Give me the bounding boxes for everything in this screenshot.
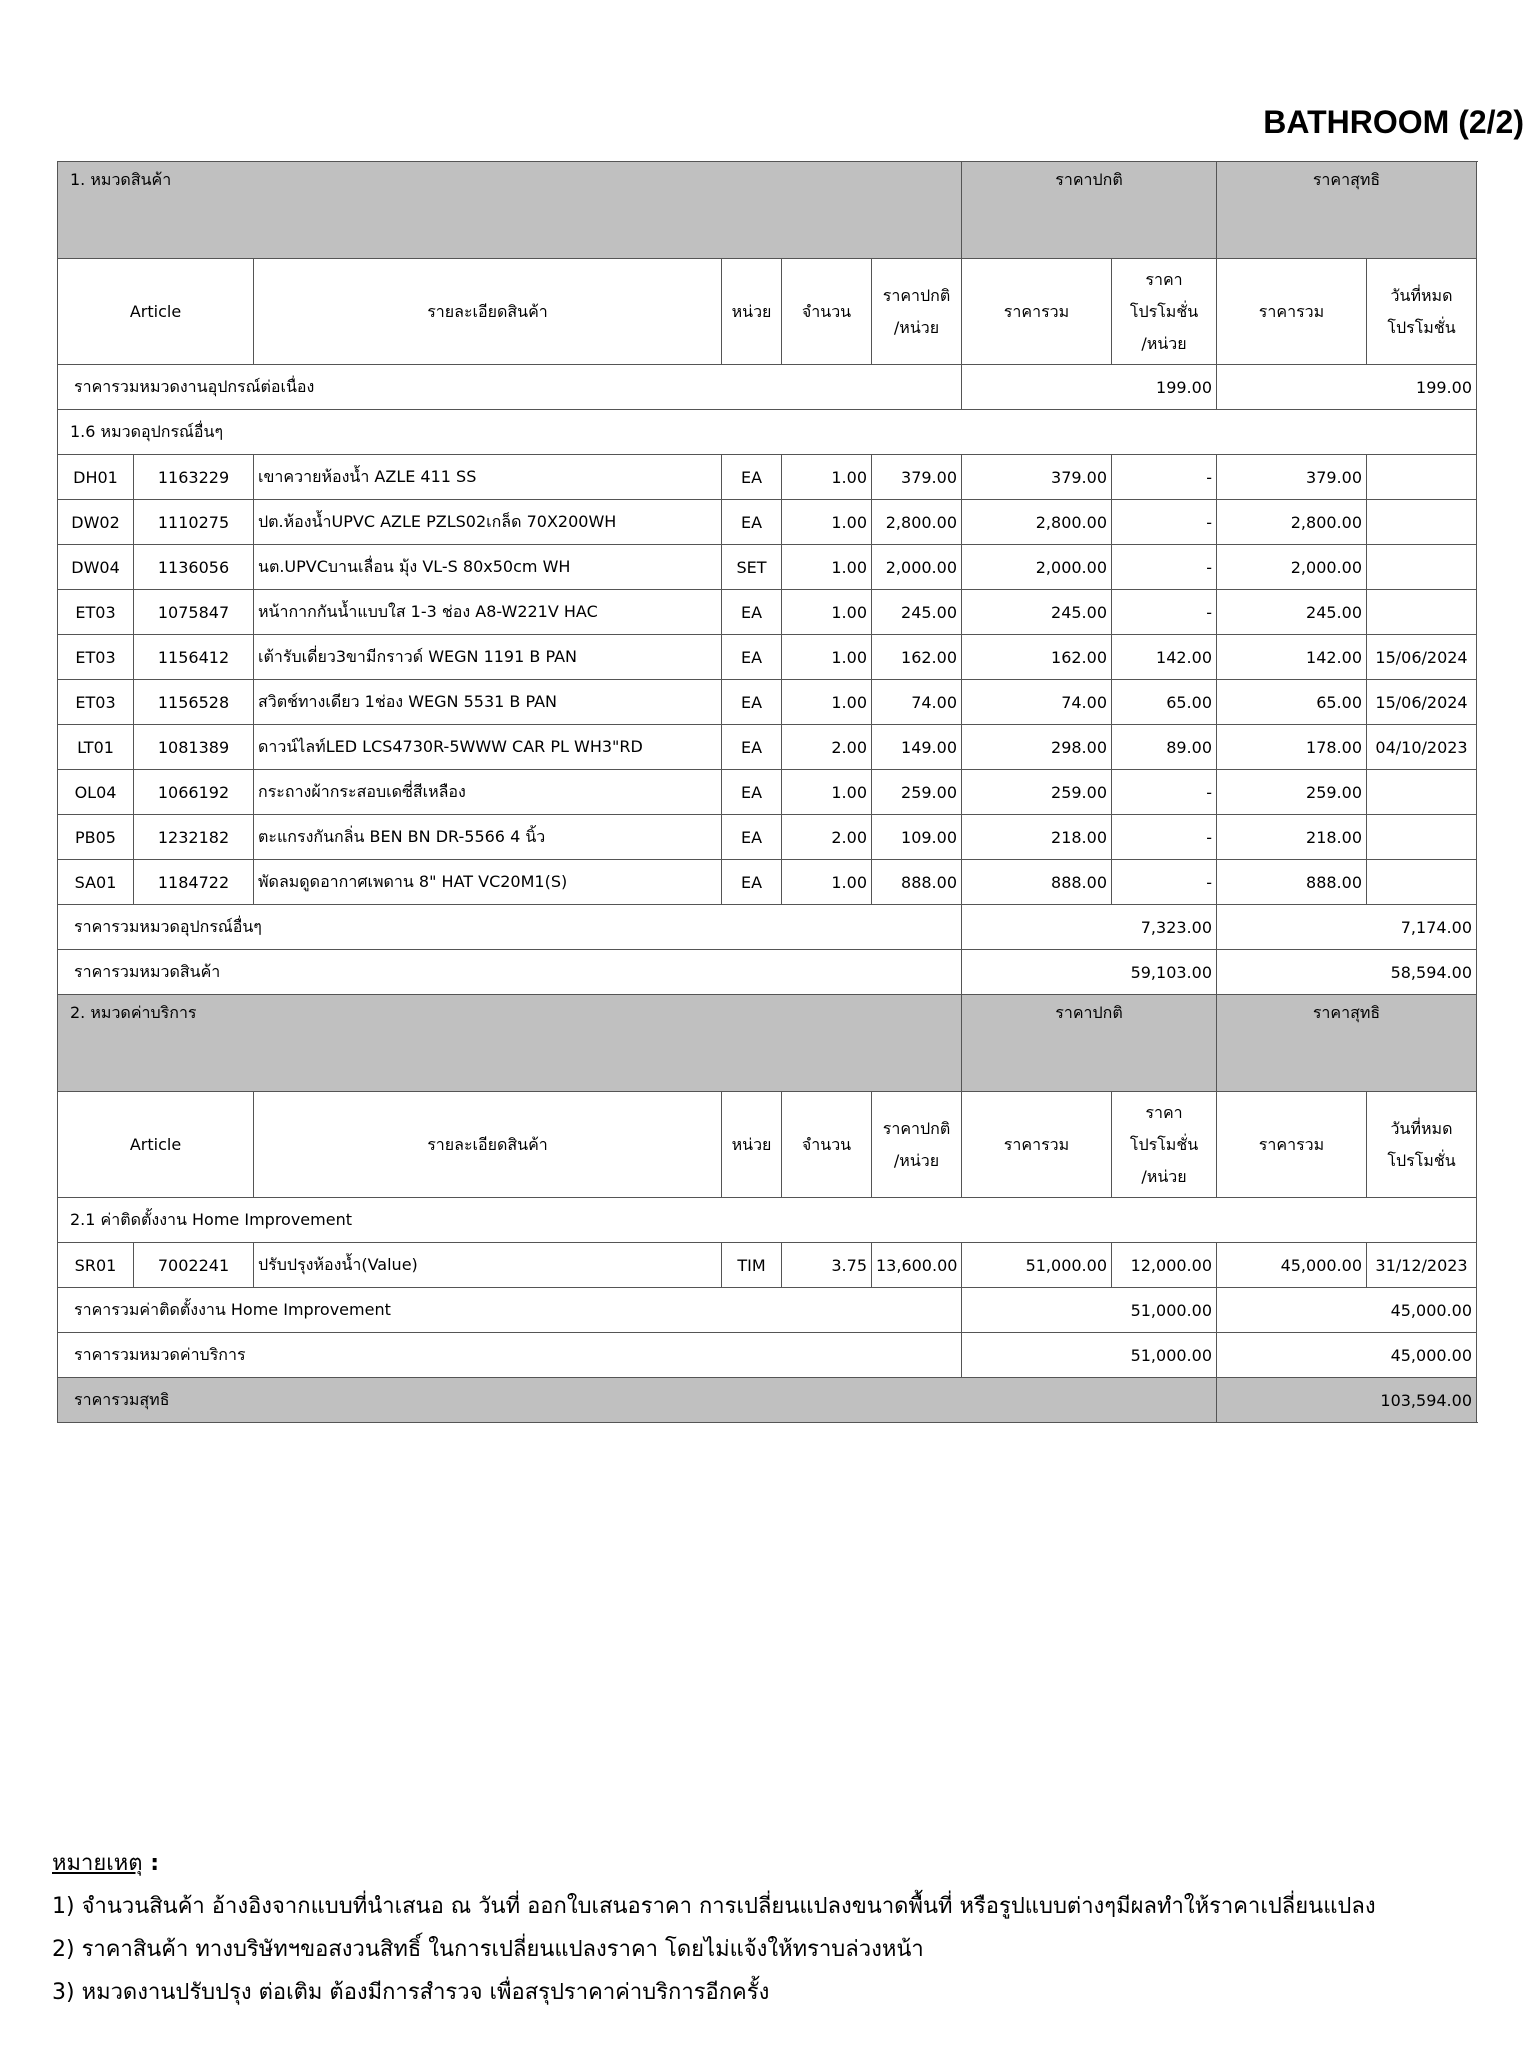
item-code: ET03 <box>58 635 134 680</box>
group-title: 1.6 หมวดอุปกรณ์อื่นๆ <box>58 410 1477 455</box>
item-description: กระถางผ้ากระสอบเดซี่สีเหลือง <box>254 770 722 815</box>
col-unit-price: ราคาปกติ /หน่วย <box>872 259 962 365</box>
item-unit-price: 2,000.00 <box>872 545 962 590</box>
item-promo-end: 15/06/2024 <box>1367 635 1477 680</box>
item-promo-price: 65.00 <box>1112 680 1217 725</box>
col-total: ราคารวม <box>962 259 1112 365</box>
item-promo-end <box>1367 500 1477 545</box>
item-article: 1075847 <box>134 590 254 635</box>
item-qty: 1.00 <box>782 455 872 500</box>
item-row <box>58 635 1477 680</box>
subtotal-row <box>58 1288 1477 1333</box>
note-item: 2) ราคาสินค้า ทางบริษัทฯขอสงวนสิทธิ์ ในการเปลี่ยนแปลงราคา โดยไม่แจ้งให้ทราบล่วงหน้า <box>52 1937 924 1962</box>
item-total: 298.00 <box>962 725 1112 770</box>
item-promo-price: - <box>1112 590 1217 635</box>
item-promo-price: - <box>1112 815 1217 860</box>
item-unit-price: 13,600.00 <box>872 1243 962 1288</box>
item-unit: EA <box>722 770 782 815</box>
item-article: 1156412 <box>134 635 254 680</box>
item-unit: EA <box>722 860 782 905</box>
item-unit: EA <box>722 500 782 545</box>
item-qty: 1.00 <box>782 860 872 905</box>
item-description: ตะแกรงกันกลิ่น BEN BN DR-5566 4 นิ้ว <box>254 815 722 860</box>
item-row <box>58 1243 1477 1288</box>
item-net-total: 259.00 <box>1217 770 1367 815</box>
col-description: รายละเอียดสินค้า <box>254 259 722 365</box>
subtotal-total: 51,000.00 <box>962 1288 1217 1333</box>
group-title: 2.1 ค่าติดตั้งงาน Home Improvement <box>58 1198 1477 1243</box>
subtotal-net: 7,174.00 <box>1217 905 1477 950</box>
item-code: OL04 <box>58 770 134 815</box>
item-unit: EA <box>722 635 782 680</box>
category-total-label: ราคารวมหมวดสินค้า <box>58 950 962 995</box>
column-header-row <box>58 1092 1477 1198</box>
item-code: DW04 <box>58 545 134 590</box>
item-description: ปรับปรุงห้องน้ำ(Value) <box>254 1243 722 1288</box>
section-header-row <box>58 162 1477 259</box>
item-qty: 1.00 <box>782 680 872 725</box>
category-net-value: 45,000.00 <box>1217 1333 1477 1378</box>
item-unit: SET <box>722 545 782 590</box>
item-row <box>58 590 1477 635</box>
item-row <box>58 455 1477 500</box>
item-unit: EA <box>722 815 782 860</box>
item-article: 1066192 <box>134 770 254 815</box>
item-row <box>58 860 1477 905</box>
item-promo-price: 12,000.00 <box>1112 1243 1217 1288</box>
col-unit-price: ราคาปกติ /หน่วย <box>872 1092 962 1198</box>
col-promo-end: วันที่หมด โปรโมชั่น <box>1367 1092 1477 1198</box>
notes-title: หมายเหตุ <box>52 1851 143 1876</box>
col-qty: จำนวน <box>782 1092 872 1198</box>
item-code: ET03 <box>58 680 134 725</box>
item-qty: 2.00 <box>782 815 872 860</box>
col-qty: จำนวน <box>782 259 872 365</box>
category-total-row <box>58 1333 1477 1378</box>
item-code: SR01 <box>58 1243 134 1288</box>
item-qty: 1.00 <box>782 590 872 635</box>
item-unit: EA <box>722 725 782 770</box>
section-title: 2. หมวดค่าบริการ <box>58 995 962 1092</box>
item-row <box>58 680 1477 725</box>
subtotal-label: ราคารวมหมวดงานอุปกรณ์ต่อเนื่อง <box>58 365 962 410</box>
item-net-total: 142.00 <box>1217 635 1367 680</box>
page-title: BATHROOM (2/2) <box>1263 104 1524 140</box>
item-article: 1110275 <box>134 500 254 545</box>
item-article: 1081389 <box>134 725 254 770</box>
item-code: PB05 <box>58 815 134 860</box>
item-qty: 1.00 <box>782 500 872 545</box>
subtotal-label: ราคารวมค่าติดตั้งงาน Home Improvement <box>58 1288 962 1333</box>
col-promo-price: ราคา โปรโมชั่น /หน่วย <box>1112 1092 1217 1198</box>
net-price-header: ราคาสุทธิ <box>1217 995 1477 1092</box>
item-total: 379.00 <box>962 455 1112 500</box>
note-item: 1) จำนวนสินค้า อ้างอิงจากแบบที่นำเสนอ ณ วันที่ ออกใบเสนอราคา การเปลี่ยนแปลงขนาดพื้นที่ หรือรูปแบบต่างๆมีผลทำให้ราคาเปลี่ยนแปลง <box>52 1894 1376 1919</box>
item-promo-price: - <box>1112 455 1217 500</box>
item-net-total: 2,800.00 <box>1217 500 1367 545</box>
item-unit: EA <box>722 455 782 500</box>
item-promo-price: 89.00 <box>1112 725 1217 770</box>
subtotal-row <box>58 365 1477 410</box>
category-net-value: 58,594.00 <box>1217 950 1477 995</box>
item-net-total: 379.00 <box>1217 455 1367 500</box>
item-article: 1156528 <box>134 680 254 725</box>
quotation-table <box>57 161 1477 1423</box>
item-total: 218.00 <box>962 815 1112 860</box>
item-unit-price: 379.00 <box>872 455 962 500</box>
section-header-row <box>58 995 1477 1092</box>
item-promo-end <box>1367 545 1477 590</box>
item-total: 51,000.00 <box>962 1243 1112 1288</box>
net-price-header: ราคาสุทธิ <box>1217 162 1477 259</box>
item-description: หน้ากากกันน้ำแบบใส 1-3 ช่อง A8-W221V HAC <box>254 590 722 635</box>
item-net-total: 65.00 <box>1217 680 1367 725</box>
group-header-row <box>58 410 1477 455</box>
item-promo-price: - <box>1112 770 1217 815</box>
item-net-total: 2,000.00 <box>1217 545 1367 590</box>
col-unit: หน่วย <box>722 1092 782 1198</box>
item-unit-price: 888.00 <box>872 860 962 905</box>
note-item: 3) หมวดงานปรับปรุง ต่อเติม ต้องมีการสำรวจ เพื่อสรุปราคาค่าบริการอีกครั้ง <box>52 1980 770 2005</box>
group-header-row <box>58 1198 1477 1243</box>
item-unit-price: 259.00 <box>872 770 962 815</box>
item-description: ดาวน์ไลท์LED LCS4730R-5WWW CAR PL WH3"RD <box>254 725 722 770</box>
item-row <box>58 815 1477 860</box>
grand-total-value: 103,594.00 <box>1217 1378 1477 1423</box>
item-code: DH01 <box>58 455 134 500</box>
item-promo-price: - <box>1112 500 1217 545</box>
col-promo-price: ราคา โปรโมชั่น /หน่วย <box>1112 259 1217 365</box>
item-qty: 1.00 <box>782 545 872 590</box>
item-article: 1184722 <box>134 860 254 905</box>
item-promo-price: - <box>1112 545 1217 590</box>
category-total-label: ราคารวมหมวดค่าบริการ <box>58 1333 962 1378</box>
item-description: เต้ารับเดี่ยว3ขามีกราวด์ WEGN 1191 B PAN <box>254 635 722 680</box>
item-total: 74.00 <box>962 680 1112 725</box>
subtotal-total: 7,323.00 <box>962 905 1217 950</box>
item-total: 162.00 <box>962 635 1112 680</box>
col-total: ราคารวม <box>962 1092 1112 1198</box>
item-unit-price: 162.00 <box>872 635 962 680</box>
item-promo-price: 142.00 <box>1112 635 1217 680</box>
item-net-total: 178.00 <box>1217 725 1367 770</box>
item-code: DW02 <box>58 500 134 545</box>
item-qty: 1.00 <box>782 770 872 815</box>
item-row <box>58 770 1477 815</box>
normal-price-header: ราคาปกติ <box>962 162 1217 259</box>
subtotal-net: 199.00 <box>1217 365 1477 410</box>
item-net-total: 218.00 <box>1217 815 1367 860</box>
col-promo-end: วันที่หมด โปรโมชั่น <box>1367 259 1477 365</box>
item-unit-price: 149.00 <box>872 725 962 770</box>
column-header-row <box>58 259 1477 365</box>
grand-total-label: ราคารวมสุทธิ <box>58 1378 1217 1423</box>
item-description: ปต.ห้องน้ำUPVC AZLE PZLS02เกล็ด 70X200WH <box>254 500 722 545</box>
item-promo-end <box>1367 770 1477 815</box>
item-unit-price: 245.00 <box>872 590 962 635</box>
notes <box>52 1842 1376 2014</box>
item-promo-end: 31/12/2023 <box>1367 1243 1477 1288</box>
item-unit: EA <box>722 680 782 725</box>
col-unit: หน่วย <box>722 259 782 365</box>
item-code: ET03 <box>58 590 134 635</box>
item-description: พัดลมดูดอากาศเพดาน 8" HAT VC20M1(S) <box>254 860 722 905</box>
category-total-value: 59,103.00 <box>962 950 1217 995</box>
item-row <box>58 725 1477 770</box>
item-total: 2,000.00 <box>962 545 1112 590</box>
item-description: เขาควายห้องน้ำ AZLE 411 SS <box>254 455 722 500</box>
item-row <box>58 500 1477 545</box>
item-promo-end: 04/10/2023 <box>1367 725 1477 770</box>
item-promo-end <box>1367 590 1477 635</box>
col-article: Article <box>58 259 254 365</box>
item-net-total: 45,000.00 <box>1217 1243 1367 1288</box>
item-unit-price: 74.00 <box>872 680 962 725</box>
subtotal-label: ราคารวมหมวดอุปกรณ์อื่นๆ <box>58 905 962 950</box>
item-total: 2,800.00 <box>962 500 1112 545</box>
normal-price-header: ราคาปกติ <box>962 995 1217 1092</box>
item-promo-end: 15/06/2024 <box>1367 680 1477 725</box>
item-unit: EA <box>722 590 782 635</box>
subtotal-total: 199.00 <box>962 365 1217 410</box>
item-qty: 3.75 <box>782 1243 872 1288</box>
item-qty: 2.00 <box>782 725 872 770</box>
item-unit-price: 2,800.00 <box>872 500 962 545</box>
col-article: Article <box>58 1092 254 1198</box>
item-description: สวิตช์ทางเดียว 1ช่อง WEGN 5531 B PAN <box>254 680 722 725</box>
item-article: 1163229 <box>134 455 254 500</box>
category-total-value: 51,000.00 <box>962 1333 1217 1378</box>
item-description: นต.UPVCบานเลื่อน มุ้ง VL-S 80x50cm WH <box>254 545 722 590</box>
item-qty: 1.00 <box>782 635 872 680</box>
item-promo-end <box>1367 860 1477 905</box>
notes-heading: หมายเหตุ : <box>52 1851 160 1876</box>
col-net-total: ราคารวม <box>1217 259 1367 365</box>
item-row <box>58 545 1477 590</box>
grand-total-row <box>58 1378 1477 1423</box>
item-net-total: 888.00 <box>1217 860 1367 905</box>
col-net-total: ราคารวม <box>1217 1092 1367 1198</box>
item-code: LT01 <box>58 725 134 770</box>
item-article: 1136056 <box>134 545 254 590</box>
item-promo-end <box>1367 455 1477 500</box>
item-code: SA01 <box>58 860 134 905</box>
item-total: 259.00 <box>962 770 1112 815</box>
item-promo-price: - <box>1112 860 1217 905</box>
item-unit-price: 109.00 <box>872 815 962 860</box>
item-net-total: 245.00 <box>1217 590 1367 635</box>
category-total-row <box>58 950 1477 995</box>
section-title: 1. หมวดสินค้า <box>58 162 962 259</box>
col-description: รายละเอียดสินค้า <box>254 1092 722 1198</box>
item-promo-end <box>1367 815 1477 860</box>
subtotal-row <box>58 905 1477 950</box>
item-unit: TIM <box>722 1243 782 1288</box>
item-article: 7002241 <box>134 1243 254 1288</box>
item-total: 245.00 <box>962 590 1112 635</box>
item-article: 1232182 <box>134 815 254 860</box>
item-total: 888.00 <box>962 860 1112 905</box>
subtotal-net: 45,000.00 <box>1217 1288 1477 1333</box>
